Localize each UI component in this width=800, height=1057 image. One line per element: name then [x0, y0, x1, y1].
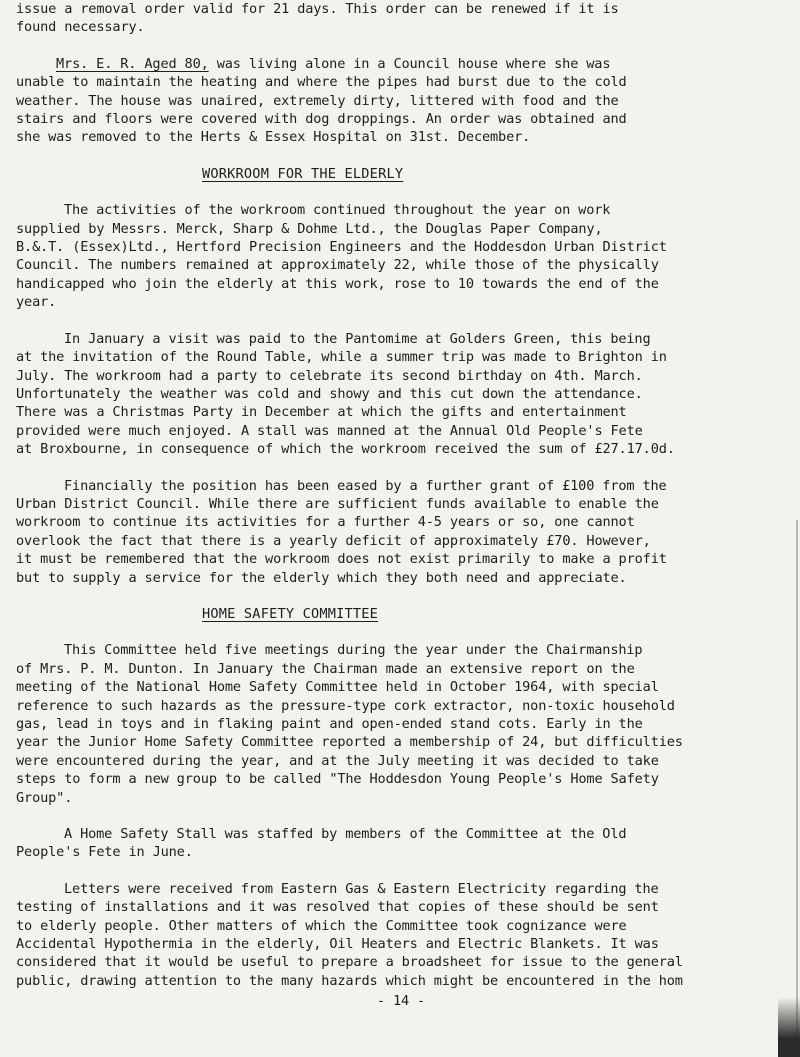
text-line: year the Junior Home Safety Committee reported a membership of 24, but difficulties	[16, 734, 683, 751]
text-line: found necessary.	[16, 19, 145, 36]
safety-paragraph-3	[16, 880, 786, 990]
text-line: There was a Christmas Party in December at which the gifts and entertainment	[16, 404, 627, 421]
text-line: In January a visit was paid to the Pantomime at Golders Green, this being	[64, 330, 651, 347]
text-line: testing of installations and it was resolved that copies of these should be sent	[16, 899, 659, 916]
text-line: at Broxbourne, in consequence of which the workroom received the sum of £27.17.0d.	[16, 441, 675, 458]
text-line: stairs and floors were covered with dog droppings. An order was obtained and	[16, 111, 627, 128]
text-line: it must be remembered that the workroom does not exist primarily to make a profit	[16, 551, 667, 568]
text-fragment: was living alone in a Council house where she was	[208, 55, 611, 72]
text-line: of Mrs. P. M. Dunton. In January the Chairman made an extensive report on the	[16, 660, 635, 677]
text-line: at the invitation of the Round Table, while a summer trip was made to Brighton in	[16, 349, 667, 366]
section-heading-workroom: WORKROOM FOR THE ELDERLY	[202, 165, 404, 182]
text-line: reference to such hazards as the pressure-type cork extractor, non-toxic household	[16, 697, 675, 714]
text-line: The activities of the workroom continued throughout the year on work	[64, 202, 611, 219]
page-number: - 14 -	[376, 993, 426, 1010]
workroom-paragraph-3	[16, 477, 786, 587]
scan-corner-mark	[778, 997, 800, 1057]
text-line: steps to form a new group to be called "The Hoddesdon Young People's Home Safety	[16, 771, 659, 788]
text-line: Financially the position has been eased by a further grant of £100 from the	[64, 477, 667, 494]
text-line: but to supply a service for the elderly which they both need and appreciate.	[16, 569, 627, 586]
workroom-paragraph-2	[16, 330, 786, 459]
text-line: Group".	[16, 789, 73, 806]
text-line: issue a removal order valid for 21 days. This order can be renewed if it is	[16, 1, 619, 17]
text-line: were encountered during the year, and at the July meeting it was decided to take	[16, 752, 659, 769]
text-line: July. The workroom had a party to celebrate its second birthday on 4th. March.	[16, 367, 643, 384]
intro-paragraph	[16, 0, 786, 37]
text-line: weather. The house was unaired, extremely dirty, littered with food and the	[16, 92, 619, 109]
safety-paragraph-2	[16, 825, 786, 862]
text-line: Unfortunately the weather was cold and showy and this cut down the attendance.	[16, 385, 643, 402]
workroom-paragraph-1	[16, 201, 786, 311]
case-paragraph	[56, 55, 786, 73]
text-line: provided were much enjoyed. A stall was manned at the Annual Old People's Fete	[16, 422, 643, 439]
text-line: Urban District Council. While there are sufficient funds available to enable the	[16, 495, 659, 512]
text-line: workroom to continue its activities for a further 4-5 years or so, one cannot	[16, 514, 635, 531]
text-line: meeting of the National Home Safety Committee held in October 1964, with special	[16, 679, 659, 696]
case-paragraph-body	[16, 73, 786, 147]
text-line: to elderly people. Other matters of which the Committee took cognizance were	[16, 917, 627, 934]
text-line: handicapped who join the elderly at this work, rose to 10 towards the end of the	[16, 275, 659, 292]
text-line: public, drawing attention to the many hazards which might be encountered in the hom	[16, 972, 683, 989]
text-line: Letters were received from Eastern Gas & Eastern Electricity regarding the	[64, 880, 659, 897]
case-label: Mrs. E. R. Aged 80,	[56, 55, 209, 72]
text-line: she was removed to the Herts & Essex Hospital on 31st. December.	[16, 129, 531, 146]
text-line: year.	[16, 294, 57, 311]
text-line: A Home Safety Stall was staffed by members of the Committee at the Old	[64, 826, 627, 843]
safety-paragraph-1	[16, 641, 786, 807]
text-line: considered that it would be useful to prepare a broadsheet for issue to the general	[16, 954, 683, 971]
text-line: This Committee held five meetings during the year under the Chairmanship	[64, 642, 643, 659]
text-line: overlook the fact that there is a yearly deficit of approximately £70. However,	[16, 532, 651, 549]
text-line	[56, 55, 786, 73]
section-heading-home-safety: HOME SAFETY COMMITTEE	[202, 605, 379, 622]
text-line: supplied by Messrs. Merck, Sharp & Dohme Ltd., the Douglas Paper Company,	[16, 220, 603, 237]
text-line: gas, lead in toys and in flaking paint and open-ended stand cots. Early in the	[16, 716, 643, 732]
text-line: Accidental Hypothermia in the elderly, Oil Heaters and Electric Blankets. It was	[16, 936, 659, 953]
text-line: unable to maintain the heating and where the pipes had burst due to the cold	[16, 74, 627, 91]
text-line: B.&.T. (Essex)Ltd., Hertford Precision Engineers and the Hoddesdon Urban District	[16, 239, 667, 256]
text-line: Council. The numbers remained at approximately 22, while those of the physically	[16, 257, 659, 274]
scan-edge-shadow	[796, 520, 798, 1040]
text-line: People's Fete in June.	[16, 844, 193, 861]
